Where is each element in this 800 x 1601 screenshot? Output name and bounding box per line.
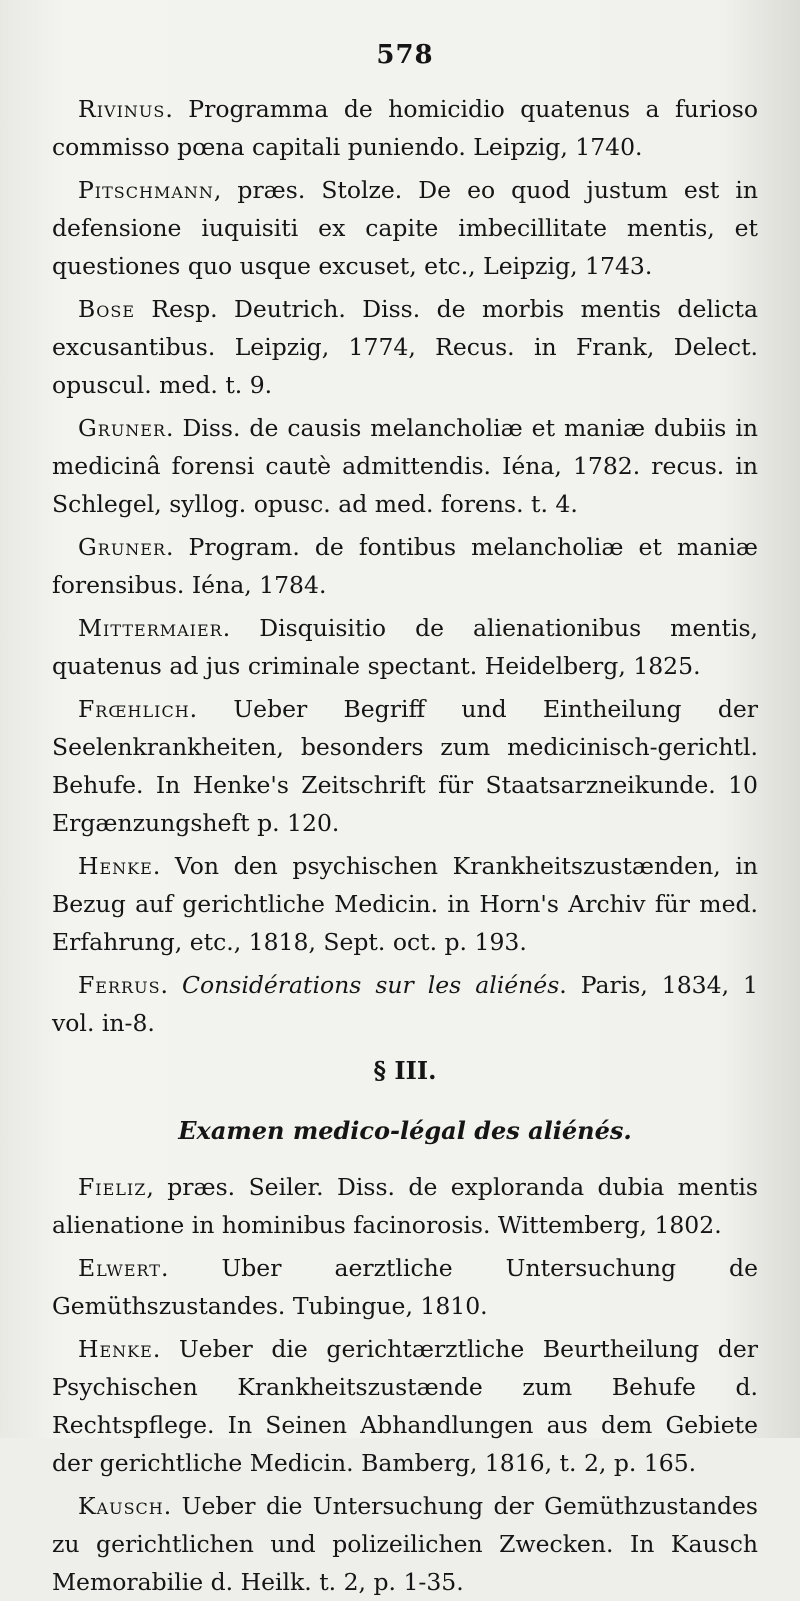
bibliography-entry (52, 1487, 758, 1601)
entry-text: . Ueber die Untersuchung der Gemüthzustandes zu gerichtlichen und polizeilichen Zwecken. In Kausch Memorabilie d. Heilk. t. 2, p. 1-35. (52, 1492, 758, 1596)
entry-author: Kausch (78, 1492, 164, 1520)
bibliography-entry (52, 1168, 758, 1244)
entry-author: Gruner (78, 414, 167, 442)
bibliography-entry (52, 90, 758, 166)
entry-text: . Diss. de causis melancholiæ et maniæ dubiis in medicinâ forensi cautè admittendis. Iéna, 1782. recus. in Schlegel, syllog. opusc. ad med. forens. t. 4. (52, 414, 758, 518)
entry-text: . Von den psychischen Krankheitszustænden, in Bezug auf gerichtliche Medicin. in Horn's Archiv für med. Erfahrung, etc., 1818, Sept. oct. p. 193. (52, 852, 758, 956)
bibliography-entry (52, 966, 758, 1042)
entry-text: . Ueber Begriff und Eintheilung der Seelenkrankheiten, besonders zum medicinisch-gerichtl. Behufe. In Henke's Zeitschrift für Staatsarzneikunde. 10 Ergænzungsheft p. 120. (52, 695, 758, 837)
entry-text: . Program. de fontibus melancholiæ et maniæ forensibus. Iéna, 1784. (52, 533, 758, 599)
entry-text: , præs. Stolze. De eo quod justum est in defensione iuquisiti ex capite imbecillitate mentis, et questiones quo usque excuset, etc., Leipzig, 1743. (52, 176, 758, 280)
entry-title-italic: Considérations sur les aliénés (182, 971, 560, 999)
entry-text: . (160, 971, 182, 999)
entry-text: , præs. Seiler. Diss. de exploranda dubia mentis alienatione in hominibus facinorosis. Wittemberg, 1802. (52, 1173, 758, 1239)
entry-text: . Uber aerztliche Untersuchung de Gemüthszustandes. Tubingue, 1810. (52, 1254, 758, 1320)
bibliography-entry (52, 528, 758, 604)
section-title: Examen medico-légal des aliénés. (178, 1116, 632, 1145)
page-number: 578 (376, 40, 434, 70)
bibliography-entry (52, 847, 758, 961)
entry-author: Gruner (78, 533, 167, 561)
entry-text: . Disquisitio de alienationibus mentis, quatenus ad jus criminale spectant. Heidelberg, 1825. (52, 614, 758, 680)
entry-author: Rivinus (78, 95, 166, 123)
bibliography-entry (52, 1330, 758, 1482)
entry-author: Pitschmann (78, 176, 214, 204)
entry-author: Ferrus (78, 971, 161, 999)
entry-author: Fieliz (78, 1173, 147, 1201)
section-mark: § III. (373, 1056, 437, 1085)
entry-author: Mittermaier (78, 614, 223, 642)
entry-author: Henke (78, 1335, 153, 1363)
bibliography-entry (52, 690, 758, 842)
entry-author: Elwert (78, 1254, 161, 1282)
bibliography-entry (52, 171, 758, 285)
bibliography-list-section (52, 1168, 758, 1601)
entry-author: Frœhlich (78, 695, 190, 723)
bibliography-entry (52, 1249, 758, 1325)
bibliography-entry (52, 290, 758, 404)
bibliography-entry (52, 609, 758, 685)
bibliography-list (52, 90, 758, 1042)
entry-text-tail: . Paris, 1834, 1 vol. in-8. (52, 971, 758, 1037)
entry-text: Resp. Deutrich. Diss. de morbis mentis delicta excusantibus. Leipzig, 1774, Recus. in Frank, Delect. opuscul. med. t. 9. (52, 295, 758, 399)
entry-text: . Programma de homicidio quatenus a furioso commisso pœna capitali puniendo. Leipzig, 1740. (52, 95, 758, 161)
bibliography-entry (52, 409, 758, 523)
entry-author: Bose (78, 295, 136, 323)
entry-text: . Ueber die gerichtærztliche Beurtheilung der Psychischen Krankheitszustænde zum Behufe d. Rechtspflege. In Seinen Abhandlungen aus dem Gebiete der gerichtliche Medicin. Bamberg, 1816, t. 2, p. 165. (52, 1335, 758, 1477)
entry-author: Henke (78, 852, 153, 880)
